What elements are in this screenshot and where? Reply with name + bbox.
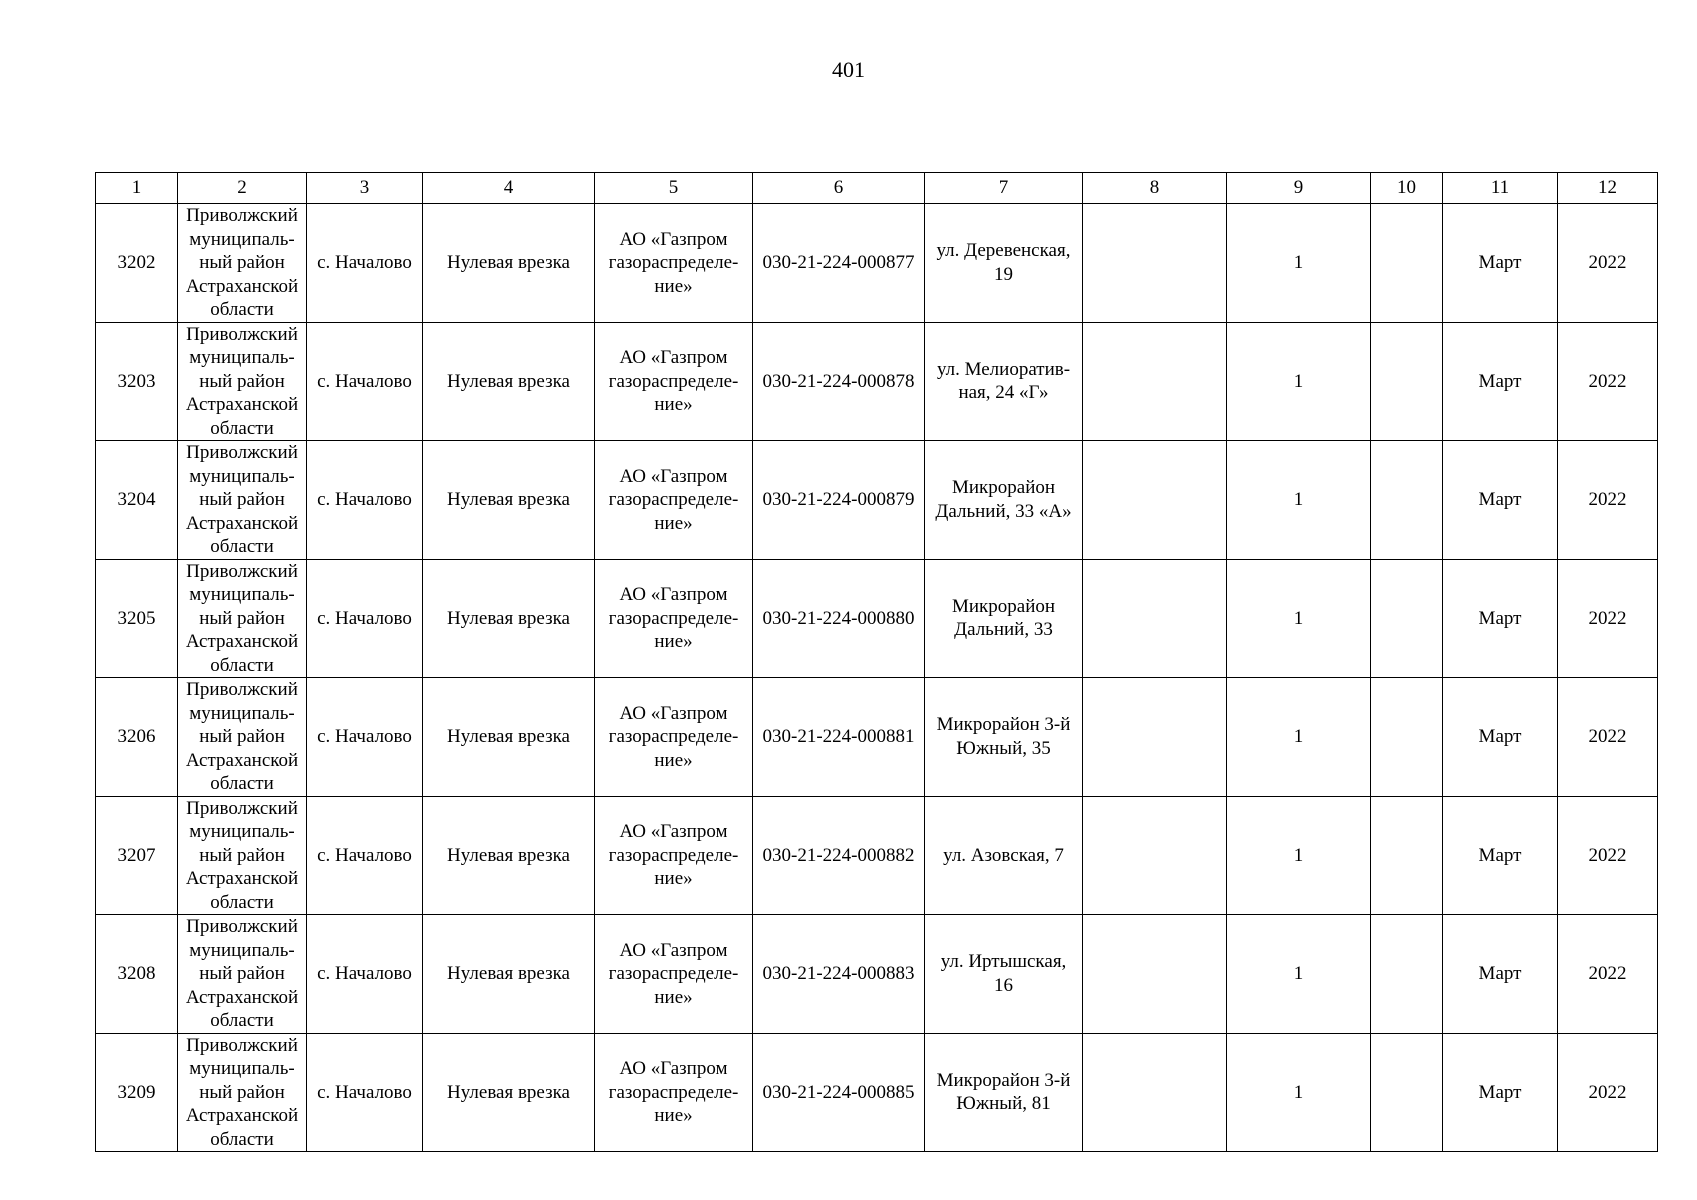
work-type-cell: Нулевая врезка [423,559,595,678]
column-9-cell: 1 [1227,322,1371,441]
district-cell: Приволжский муниципаль- ный район Астраханской области [178,915,307,1034]
table-row [96,678,1658,797]
month-cell: Март [1443,678,1558,797]
column-8-cell [1083,796,1227,915]
header-cell: 12 [1558,173,1658,204]
cadastral-number-cell: 030-21-224-000881 [753,678,925,797]
column-10-cell [1371,322,1443,441]
column-10-cell [1371,559,1443,678]
cadastral-number-cell: 030-21-224-000879 [753,441,925,560]
column-9-cell: 1 [1227,441,1371,560]
work-type-cell: Нулевая врезка [423,1033,595,1152]
organization-cell: АО «Газпром газораспределе- ние» [595,441,753,560]
column-10-cell [1371,678,1443,797]
settlement-cell: с. Началово [307,322,423,441]
settlement-cell: с. Началово [307,204,423,323]
address-cell: ул. Азовская, 7 [925,796,1083,915]
year-cell: 2022 [1558,441,1658,560]
settlement-cell: с. Началово [307,915,423,1034]
district-cell: Приволжский муниципаль- ный район Астраханской области [178,796,307,915]
organization-cell: АО «Газпром газораспределе- ние» [595,1033,753,1152]
district-cell: Приволжский муниципаль- ный район Астраханской области [178,322,307,441]
address-cell: Микрорайон Дальний, 33 «А» [925,441,1083,560]
column-9-cell: 1 [1227,559,1371,678]
page-number: 401 [832,57,865,82]
settlement-cell: с. Началово [307,1033,423,1152]
month-cell: Март [1443,441,1558,560]
cadastral-number-cell: 030-21-224-000882 [753,796,925,915]
row-number: 3205 [96,559,178,678]
column-8-cell [1083,1033,1227,1152]
table-row [96,796,1658,915]
row-number: 3209 [96,1033,178,1152]
column-9-cell: 1 [1227,678,1371,797]
header-cell: 8 [1083,173,1227,204]
table-row [96,441,1658,560]
month-cell: Март [1443,204,1558,323]
cadastral-number-cell: 030-21-224-000883 [753,915,925,1034]
work-type-cell: Нулевая врезка [423,678,595,797]
table-row [96,915,1658,1034]
column-8-cell [1083,204,1227,323]
row-number: 3203 [96,322,178,441]
header-cell: 5 [595,173,753,204]
column-10-cell [1371,441,1443,560]
column-10-cell [1371,915,1443,1034]
year-cell: 2022 [1558,678,1658,797]
address-cell: ул. Иртышская, 16 [925,915,1083,1034]
table-body [96,204,1658,1152]
row-number: 3202 [96,204,178,323]
table-row [96,1033,1658,1152]
district-cell: Приволжский муниципаль- ный район Астраханской области [178,204,307,323]
header-cell: 10 [1371,173,1443,204]
organization-cell: АО «Газпром газораспределе- ние» [595,678,753,797]
settlement-cell: с. Началово [307,678,423,797]
month-cell: Март [1443,322,1558,441]
organization-cell: АО «Газпром газораспределе- ние» [595,204,753,323]
year-cell: 2022 [1558,204,1658,323]
organization-cell: АО «Газпром газораспределе- ние» [595,915,753,1034]
cadastral-number-cell: 030-21-224-000880 [753,559,925,678]
settlement-cell: с. Началово [307,796,423,915]
work-type-cell: Нулевая врезка [423,204,595,323]
year-cell: 2022 [1558,559,1658,678]
column-8-cell [1083,322,1227,441]
address-cell: Микрорайон 3-й Южный, 81 [925,1033,1083,1152]
column-10-cell [1371,796,1443,915]
settlement-cell: с. Началово [307,441,423,560]
district-cell: Приволжский муниципаль- ный район Астраханской области [178,441,307,560]
settlement-cell: с. Началово [307,559,423,678]
cadastral-number-cell: 030-21-224-000878 [753,322,925,441]
month-cell: Март [1443,915,1558,1034]
header-cell: 9 [1227,173,1371,204]
column-8-cell [1083,915,1227,1034]
district-cell: Приволжский муниципаль- ный район Астраханской области [178,678,307,797]
column-10-cell [1371,1033,1443,1152]
year-cell: 2022 [1558,1033,1658,1152]
month-cell: Март [1443,559,1558,678]
row-number: 3206 [96,678,178,797]
table-row [96,322,1658,441]
organization-cell: АО «Газпром газораспределе- ние» [595,796,753,915]
address-cell: ул. Мелиоратив- ная, 24 «Г» [925,322,1083,441]
column-9-cell: 1 [1227,915,1371,1034]
cadastral-number-cell: 030-21-224-000877 [753,204,925,323]
header-cell: 4 [423,173,595,204]
header-cell: 11 [1443,173,1558,204]
table-header [96,173,1658,204]
table-row [96,204,1658,323]
district-cell: Приволжский муниципаль- ный район Астраханской области [178,559,307,678]
header-cell: 6 [753,173,925,204]
district-cell: Приволжский муниципаль- ный район Астраханской области [178,1033,307,1152]
table-row [96,559,1658,678]
organization-cell: АО «Газпром газораспределе- ние» [595,322,753,441]
work-type-cell: Нулевая врезка [423,915,595,1034]
column-8-cell [1083,678,1227,797]
work-type-cell: Нулевая врезка [423,796,595,915]
row-number: 3204 [96,441,178,560]
address-cell: ул. Деревенская, 19 [925,204,1083,323]
work-type-cell: Нулевая врезка [423,322,595,441]
month-cell: Март [1443,1033,1558,1152]
year-cell: 2022 [1558,796,1658,915]
column-9-cell: 1 [1227,1033,1371,1152]
header-cell: 1 [96,173,178,204]
column-8-cell [1083,441,1227,560]
column-9-cell: 1 [1227,796,1371,915]
row-number: 3207 [96,796,178,915]
cadastral-number-cell: 030-21-224-000885 [753,1033,925,1152]
header-row [96,173,1658,204]
address-cell: Микрорайон Дальний, 33 [925,559,1083,678]
organization-cell: АО «Газпром газораспределе- ние» [595,559,753,678]
address-cell: Микрорайон 3-й Южный, 35 [925,678,1083,797]
row-number: 3208 [96,915,178,1034]
header-cell: 7 [925,173,1083,204]
registry-table [95,172,1658,1152]
column-8-cell [1083,559,1227,678]
work-type-cell: Нулевая врезка [423,441,595,560]
month-cell: Март [1443,796,1558,915]
year-cell: 2022 [1558,915,1658,1034]
header-cell: 2 [178,173,307,204]
header-cell: 3 [307,173,423,204]
column-9-cell: 1 [1227,204,1371,323]
year-cell: 2022 [1558,322,1658,441]
column-10-cell [1371,204,1443,323]
